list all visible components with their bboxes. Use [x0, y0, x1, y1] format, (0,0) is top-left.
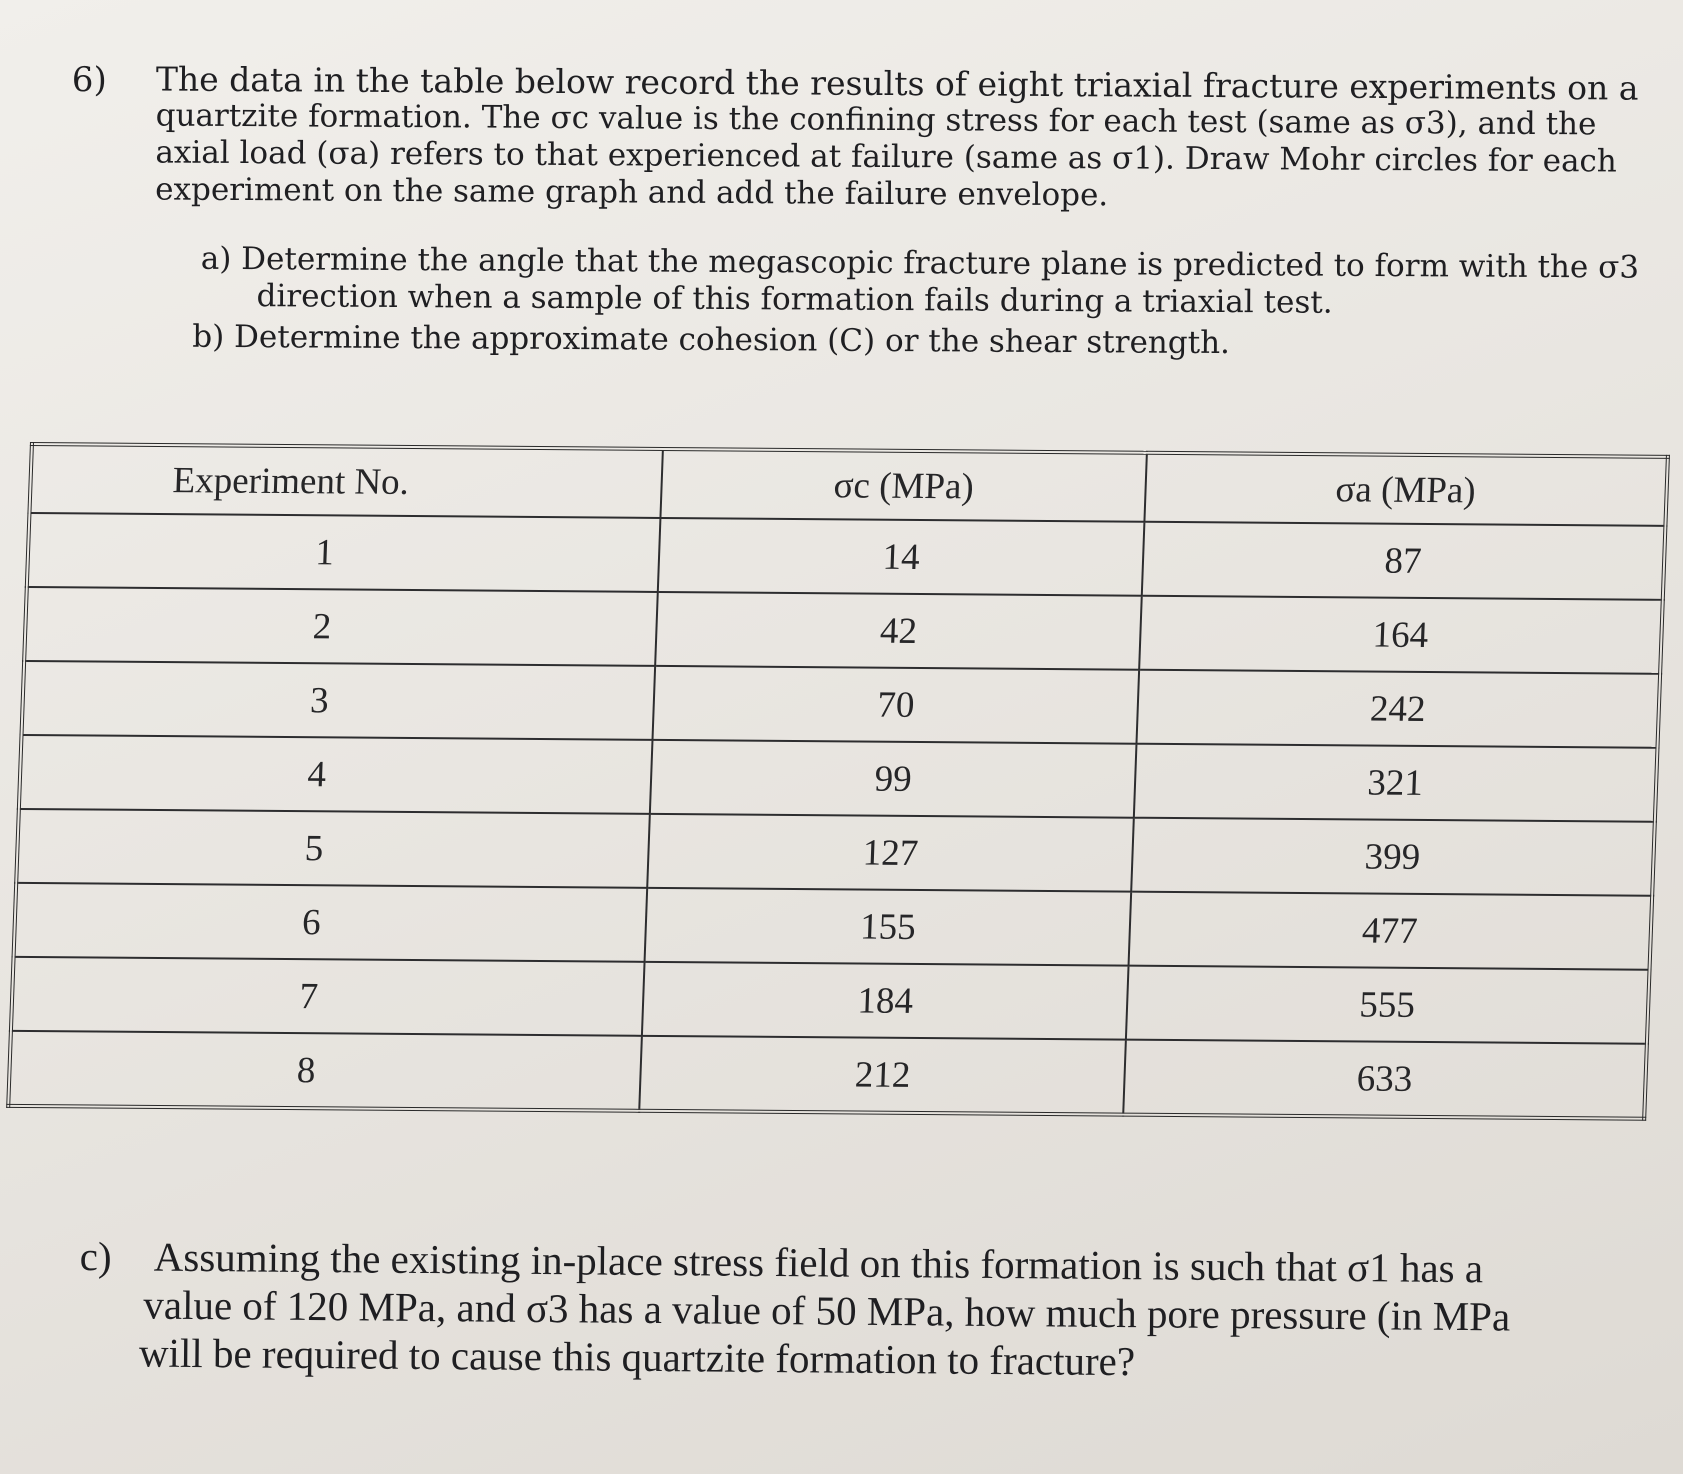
question-number: 6) — [71, 60, 107, 101]
experiment-table-container — [5, 442, 1683, 1145]
cell-experiment-no: 5 — [16, 809, 650, 888]
cell-experiment-no: 6 — [14, 883, 648, 962]
table-row — [24, 587, 1663, 674]
cell-experiment-no: 7 — [11, 957, 645, 1036]
question-intro — [155, 59, 1639, 218]
cell-confining-stress: 99 — [650, 740, 1136, 818]
header-axial-load: σa (MPa) — [1144, 453, 1667, 526]
cell-axial-load: 321 — [1134, 744, 1658, 822]
part-a-line-1: a) Determine the angle that the megascopic fracture plane is predicted to form with the σ3 — [200, 240, 1640, 286]
cell-axial-load: 555 — [1126, 966, 1650, 1044]
part-c-line-2: value of 120 MPa, and σ3 has a value of 50 MPa, how much pore pressure (in MPa — [143, 1281, 1511, 1340]
intro-line-2: quartzite formation. The σc value is the confining stress for each test (same as σ3), and the — [155, 97, 1597, 143]
experiment-table — [6, 442, 1670, 1121]
cell-experiment-no: 8 — [8, 1031, 642, 1111]
cell-axial-load: 399 — [1131, 818, 1655, 896]
cell-confining-stress: 184 — [642, 962, 1128, 1040]
part-c-line-3: will be required to cause this quartzite formation to fracture? — [138, 1329, 1136, 1385]
problem-6 — [71, 59, 1640, 362]
header-confining-stress: σc (MPa) — [661, 449, 1147, 522]
part-b: b) Determine the approximate cohesion (C) or the shear strength. — [192, 318, 1231, 362]
cell-axial-load: 633 — [1123, 1040, 1647, 1119]
cell-axial-load: 164 — [1139, 596, 1663, 674]
cell-experiment-no: 2 — [24, 587, 658, 666]
cell-axial-load: 477 — [1129, 892, 1653, 970]
part-c — [79, 1232, 1680, 1385]
cell-confining-stress: 155 — [645, 888, 1131, 966]
table-header-row — [29, 444, 1667, 526]
table-row — [22, 661, 1661, 748]
cell-experiment-no: 3 — [22, 661, 656, 740]
cell-experiment-no: 4 — [19, 735, 653, 814]
table-row — [11, 957, 1650, 1044]
part-a-line-2: direction when a sample of this formation fails during a triaxial test. — [256, 278, 1333, 321]
part-c-text — [138, 1233, 1511, 1389]
table-row — [14, 883, 1653, 970]
cell-axial-load: 242 — [1136, 670, 1660, 748]
header-experiment-no: Experiment No. — [29, 444, 663, 518]
cell-confining-stress: 212 — [639, 1036, 1125, 1115]
cell-confining-stress: 14 — [658, 518, 1144, 596]
part-c-label: c) — [79, 1233, 112, 1280]
intro-line-3: axial load (σa) refers to that experienced at failure (same as σ1). Draw Mohr circles for each — [155, 134, 1617, 180]
cell-confining-stress: 127 — [647, 814, 1133, 892]
cell-experiment-no: 1 — [27, 513, 661, 592]
table-row — [16, 809, 1655, 896]
intro-line-1: The data in the table below record the results of eight triaxial fracture experiments on a — [155, 59, 1639, 108]
table-row — [8, 1031, 1647, 1119]
part-a — [200, 241, 1639, 324]
cell-axial-load: 87 — [1142, 522, 1666, 600]
part-c-line-1: Assuming the existing in-place stress field on this formation is such that σ1 has a — [153, 1233, 1484, 1292]
table-row — [27, 513, 1666, 600]
table-row — [19, 735, 1658, 822]
cell-confining-stress: 70 — [653, 666, 1139, 744]
intro-line-4: experiment on the same graph and add the failure envelope. — [155, 171, 1109, 214]
cell-confining-stress: 42 — [655, 592, 1141, 670]
